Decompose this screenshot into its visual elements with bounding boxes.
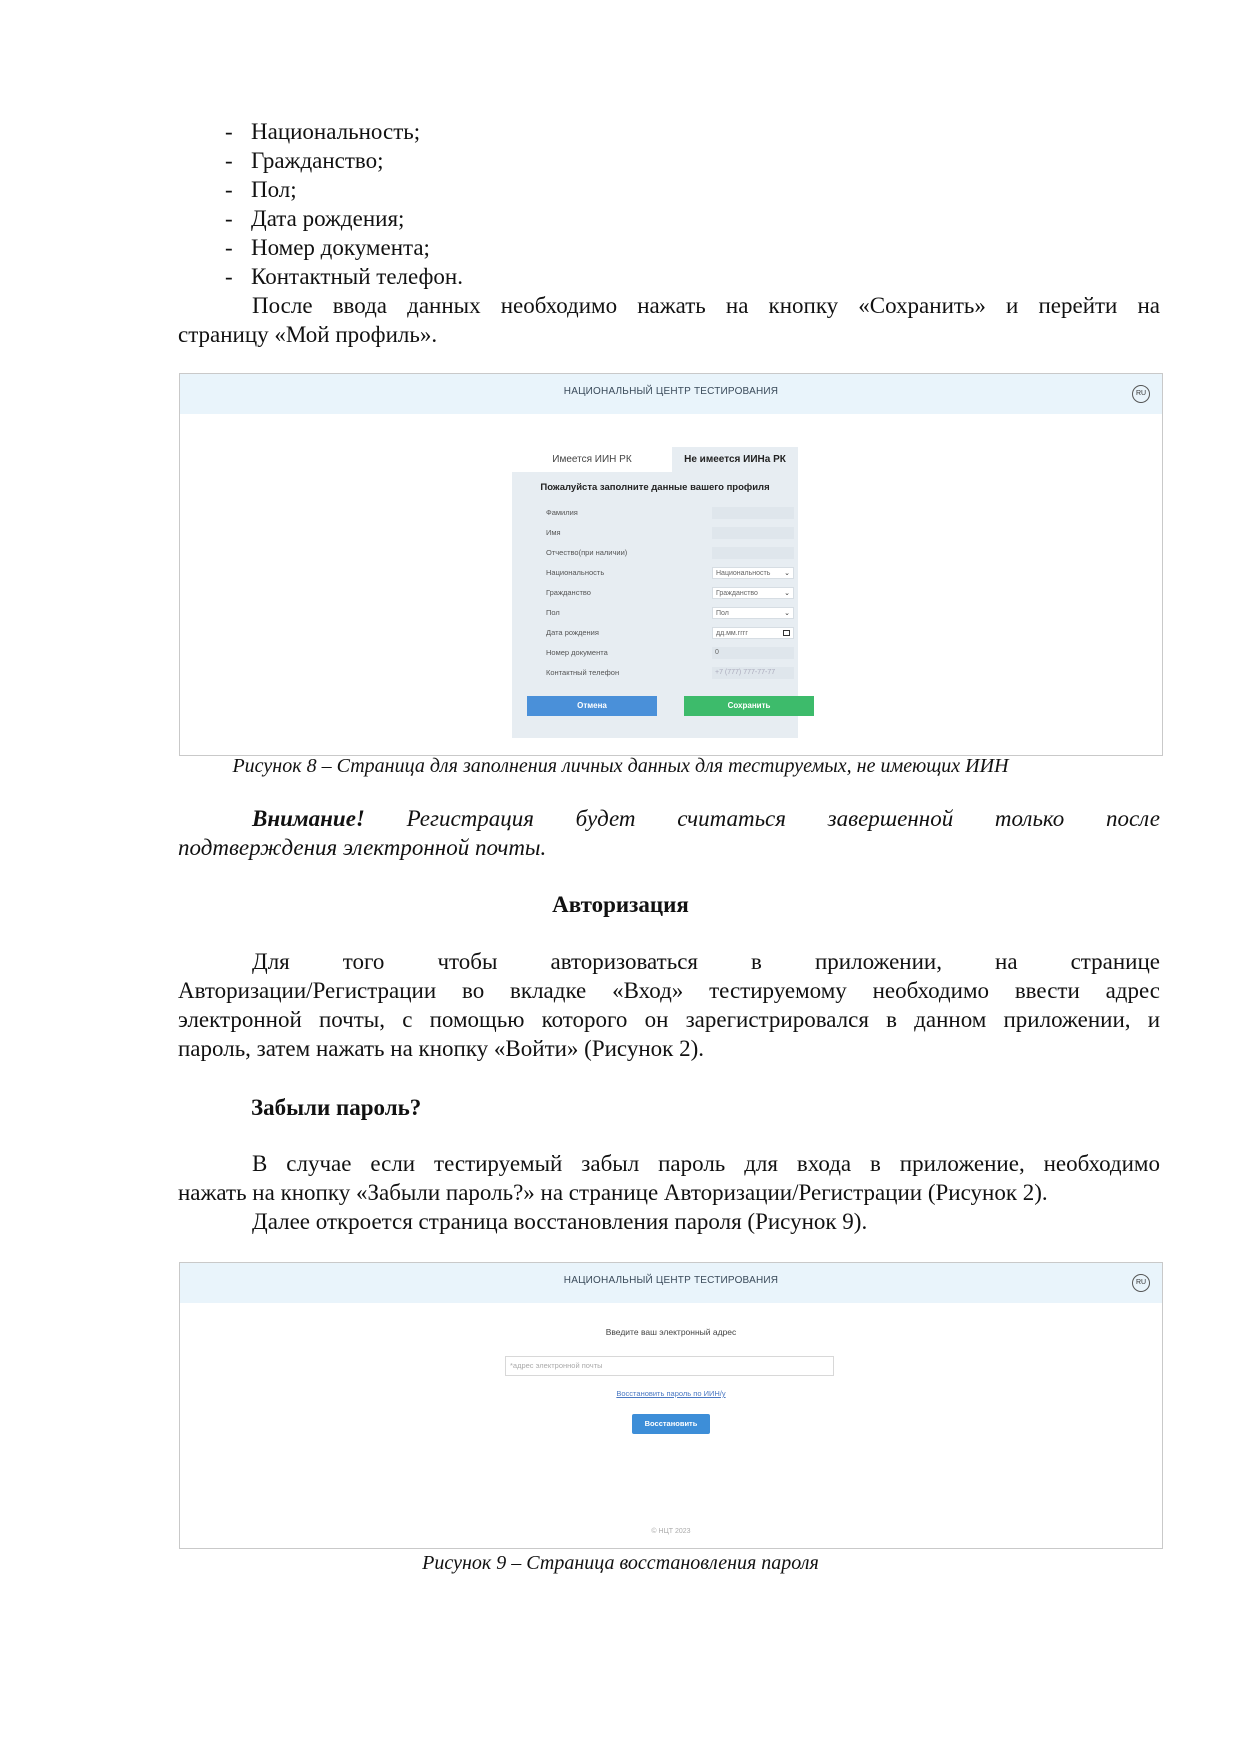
chevron-down-icon: ⌄ [784, 570, 790, 577]
list-item: - Гражданство; [225, 148, 384, 173]
field-row-gender [546, 607, 790, 621]
tab-bar [512, 447, 798, 472]
list-item: - Контактный телефон. [225, 264, 463, 289]
email-input[interactable]: *адрес электронной почты [505, 1356, 834, 1376]
field-label: Имя [546, 528, 561, 537]
field-label: Дата рождения [546, 628, 599, 637]
app-title: НАЦИОНАЛЬНЫЙ ЦЕНТР ТЕСТИРОВАНИЯ [563, 386, 779, 397]
field-row-phone [546, 667, 786, 681]
recover-button[interactable]: Восстановить [632, 1414, 710, 1434]
field-row-birthdate [546, 627, 786, 641]
form-title: Пожалуйста заполните данные вашего профиля [540, 482, 770, 493]
cancel-button[interactable]: Отмена [527, 696, 657, 716]
language-switch[interactable]: RU [1132, 385, 1150, 403]
email-prompt: Введите ваш электронный адрес [605, 1327, 737, 1337]
field-label: Контактный телефон [546, 668, 620, 677]
phone-input[interactable]: +7 (777) 777-77-77 [712, 667, 794, 679]
recover-by-iin-link[interactable]: Восстановить пароль по ИИН/у [616, 1389, 726, 1398]
language-switch[interactable]: RU [1132, 1274, 1150, 1292]
chevron-down-icon: ⌄ [784, 590, 790, 597]
tab-no-iin[interactable]: Не имеется ИИНа РК [672, 447, 798, 472]
field-row-document-number [546, 647, 786, 661]
chevron-down-icon: ⌄ [784, 610, 790, 617]
figure-caption: Рисунок 8 – Страница для заполнения личных данных для тестируемых, не имеющих ИИН [232, 755, 1009, 777]
select-value: Пол [716, 610, 729, 617]
date-value: дд.мм.гггг [716, 630, 748, 637]
field-label: Гражданство [546, 588, 591, 597]
name-input[interactable] [712, 527, 794, 539]
select-value: Гражданство [716, 590, 758, 597]
tab-has-iin[interactable]: Имеется ИИН РК [512, 447, 672, 472]
attention-text: подтверждения электронной почты. [178, 835, 547, 860]
field-row-name [546, 527, 786, 541]
figure-password-recovery [179, 1262, 1163, 1549]
citizenship-select[interactable] [712, 587, 794, 599]
birthdate-input[interactable] [712, 627, 794, 639]
subheading: Забыли пароль? [251, 1095, 422, 1120]
auth-paragraph: Для того чтобы авторизоваться в приложении, на странице Авторизации/Регистрации во вкладке «Вход» тестируемому необходимо ввести адрес электронной почты, с помощью которого он зарегистрировался в данном приложении, и пароль, затем нажать на кнопку «Войти» (Рисунок 2). [178, 949, 1160, 1061]
surname-input[interactable] [712, 507, 794, 519]
gender-select[interactable] [712, 607, 794, 619]
field-label: Отчество(при наличии) [546, 548, 628, 557]
field-row-citizenship [546, 587, 790, 601]
list-item: - Номер документа; [225, 235, 430, 260]
attention-text: Регистрация будет считаться завершенной только после [406, 806, 1160, 831]
field-label: Фамилия [546, 508, 578, 517]
select-value: Национальность [716, 570, 771, 577]
document-number-input[interactable]: 0 [712, 647, 794, 659]
paragraph-after-input: После ввода данных необходимо нажать на кнопку «Сохранить» и перейти на страницу «Мой профиль». [178, 293, 1160, 347]
field-row-nationality [546, 567, 790, 581]
app-title: НАЦИОНАЛЬНЫЙ ЦЕНТР ТЕСТИРОВАНИЯ [563, 1275, 779, 1286]
field-row-surname [546, 507, 786, 521]
field-row-patronymic [546, 547, 786, 561]
figure-caption: Рисунок 9 – Страница восстановления пароля [422, 1552, 819, 1574]
forgot-paragraph: В случае если тестируемый забыл пароль для входа в приложение, необходимо нажать на кнопку «Забыли пароль?» на странице Авторизации/Регистрации (Рисунок 2). Далее откроется страница восстановления пароля (Рисунок 9). [178, 1151, 1160, 1234]
field-label: Пол [546, 608, 560, 617]
app-header [180, 1263, 1162, 1303]
list-item: - Пол; [225, 177, 297, 202]
list-item: - Национальность; [225, 119, 421, 144]
footer-copyright: © НЦТ 2023 [651, 1528, 691, 1535]
field-label: Номер документа [546, 648, 608, 657]
section-heading: Авторизация [552, 892, 689, 917]
list-item: - Дата рождения; [225, 206, 405, 231]
save-button[interactable]: Сохранить [684, 696, 814, 716]
attention-paragraph [178, 804, 1160, 862]
calendar-icon[interactable] [783, 630, 790, 636]
profile-form [512, 472, 798, 738]
nationality-select[interactable] [712, 567, 794, 579]
field-label: Национальность [546, 568, 605, 577]
app-header [180, 374, 1162, 414]
figure-profile-form [179, 373, 1163, 756]
patronymic-input[interactable] [712, 547, 794, 559]
attention-label: Внимание! [252, 806, 365, 831]
